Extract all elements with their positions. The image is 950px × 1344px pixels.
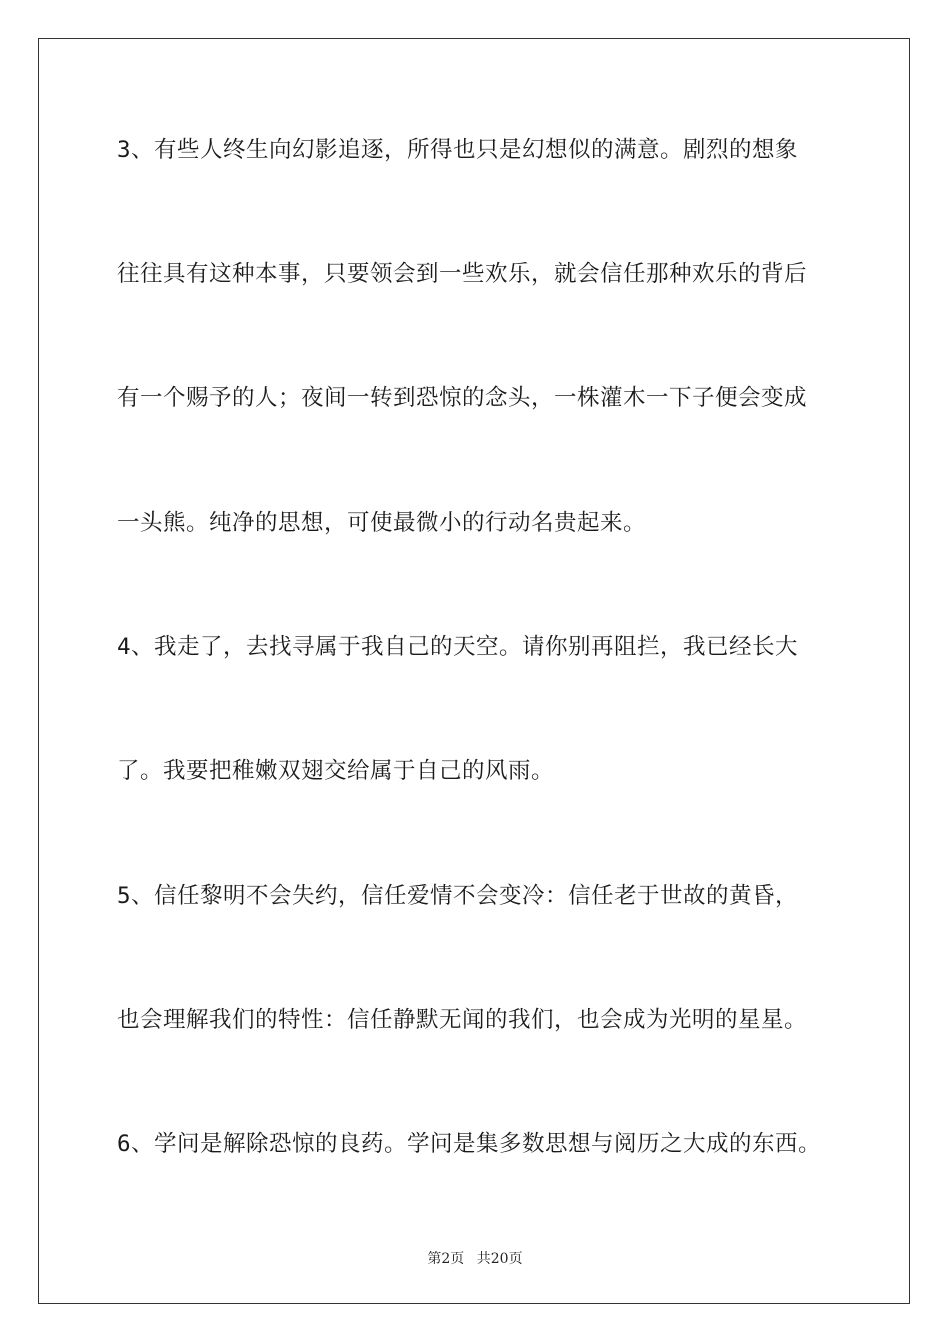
text-line: 也会理解我们的特性：信任静默无闻的我们，也会成为光明的星星。 xyxy=(117,1007,808,1033)
text-line: 5、信任黎明不会失约，信任爱情不会变冷：信任老于世故的黄昏， xyxy=(117,883,799,909)
text-line: 往往具有这种本事，只要领会到一些欢乐，就会信任那种欢乐的背后 xyxy=(117,261,808,287)
page-frame xyxy=(38,38,910,1304)
page-footer xyxy=(0,1248,950,1268)
page-total: 共20页 xyxy=(476,1251,523,1267)
text-line: 6、学问是解除恐惊的良药。学问是集多数思想与阅历之大成的东西。 xyxy=(117,1131,822,1157)
text-line: 一头熊。纯净的思想，可使最微小的行动名贵起来。 xyxy=(117,510,647,536)
text-line: 了。我要把稚嫩双翅交给属于自己的风雨。 xyxy=(117,758,555,784)
text-line: 4、我走了，去找寻属于我自己的天空。请你别再阻拦，我已经长大 xyxy=(117,634,799,660)
page-number: 第2页 xyxy=(427,1251,465,1267)
text-line: 有一个赐予的人；夜间一转到恐惊的念头，一株灌木一下子便会变成 xyxy=(117,385,808,411)
text-line: 3、有些人终生向幻影追逐，所得也只是幻想似的满意。剧烈的想象 xyxy=(117,137,799,163)
